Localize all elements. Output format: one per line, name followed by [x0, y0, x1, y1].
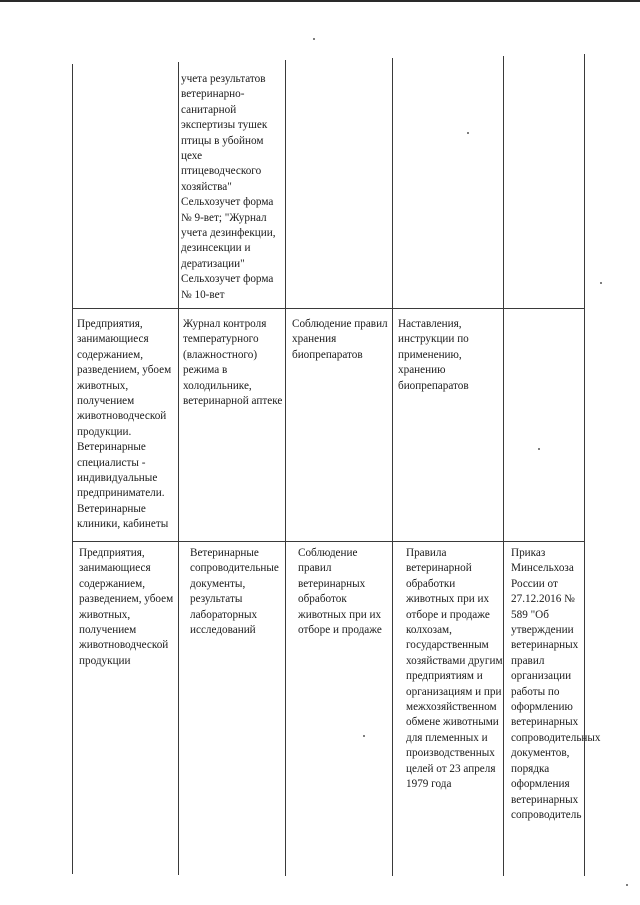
scan-top-edge — [0, 0, 640, 6]
scan-speck — [626, 884, 628, 886]
scan-speck — [313, 38, 315, 40]
row3-col3-cell: Соблюдение правил ветеринарных обработок животных при их отборе и продаже — [298, 547, 382, 637]
row1-col4-cell — [396, 72, 500, 306]
row2-col3-cell: Соблюдение правил хранения биопрепаратов — [292, 318, 388, 361]
row2-col2-cell: Журнал контроля температурного (влажностного) режима в холодильнике, ветеринарной аптеке — [183, 318, 283, 408]
table-row — [0, 546, 640, 872]
row1-col5-cell — [507, 72, 583, 306]
table-row — [0, 317, 640, 539]
row2-col4-cell: Наставления, инструкции по применению, хранению биопрепаратов — [398, 318, 469, 392]
row-divider-2 — [72, 541, 584, 542]
scan-speck — [467, 132, 469, 134]
row3-col1-cell: Предприятия, занимающиеся содержанием, разведением, убоем животных, получением животноводческой продукции — [79, 547, 174, 667]
row-divider-1 — [72, 308, 584, 309]
row2-col1-cell: Предприятия, занимающиеся содержанием, разведением, убоем животных, получением животноводческой продукции. Ветеринарные специалисты - индивидуальные предприниматели. Ветеринарные клиники, кабинеты — [77, 318, 172, 531]
row3-col5-cell: Приказ Минсельхоза России от 27.12.2016 № 589 "Об утверждении ветеринарных правил организации работы по оформлению ветеринарных сопроводительных документов, порядка оформления ветеринарных сопроводитель — [511, 547, 601, 821]
scan-speck — [600, 282, 602, 284]
scan-speck — [538, 448, 540, 450]
table-row — [0, 72, 640, 306]
row1-col1-cell — [77, 72, 177, 306]
row3-col2-cell: Ветеринарные сопроводительные документы, результаты лабораторных исследований — [190, 547, 279, 637]
row1-col2-cell: учета результатов ветеринарно-санитарной экспертизы тушек птицы в убойном цехе птицеводческого хозяйства" Сельхозучет форма № 9-вет; "Журнал учета дезинфекции, дезинсекции и дератизации" Сельхозучет форма № 10-вет — [181, 73, 276, 301]
row1-col3-cell — [289, 72, 389, 306]
row3-col4-cell: Правила ветеринарной обработки животных при их отборе и продаже колхозам, государственным хозяйствами другим предприятиям и организациям и при межхозяйственном обмене животными для племенных и производственных целей от 23 апреля 1979 года — [406, 547, 503, 791]
row2-col5-cell — [507, 317, 583, 539]
scan-speck — [363, 735, 365, 737]
